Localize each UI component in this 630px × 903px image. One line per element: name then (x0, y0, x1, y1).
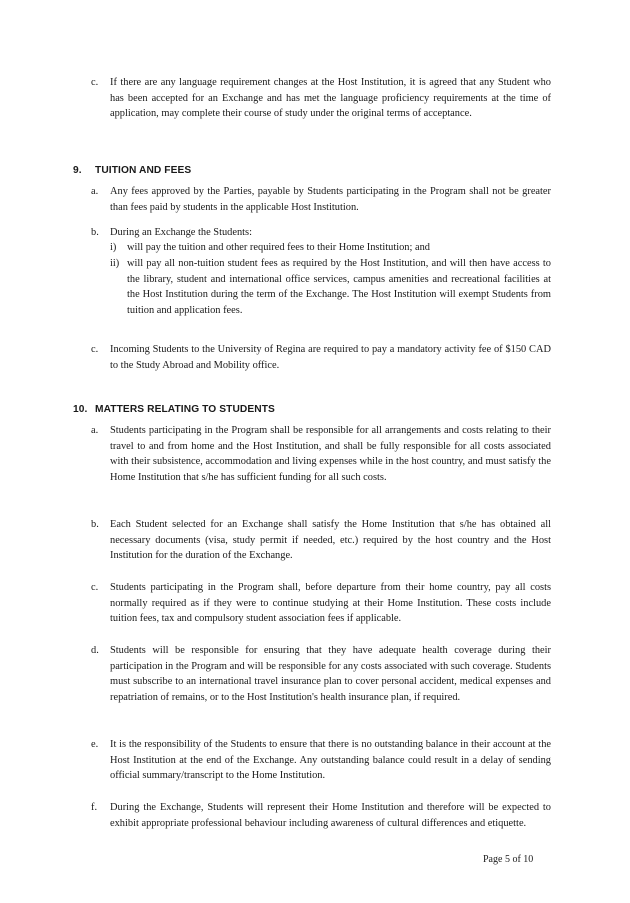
section-heading: MATTERS RELATING TO STUDENTS (95, 404, 275, 415)
subitem-label: ii) (110, 258, 120, 269)
item-text: Students participating in the Program shall be responsible for all arrangements and costs relating to their travel to and from home and the Host Institution, and shall be fully responsible for all costs associated with their subsistence, accommodation and living expenses while in the host country, and must satisfy the Home Institution that s/he has sufficient funding for all such costs. (110, 425, 551, 483)
item-text: Students participating in the Program shall, before departure from their home country, pay all costs normally required as if they were to continue studying at their Home Institution. These costs include tuition fees, tax and compulsory student association fees if applicable. (110, 582, 551, 624)
item-label: c. (91, 582, 99, 593)
item-label: c. (91, 77, 99, 88)
item-label: b. (91, 227, 99, 238)
item-text: Any fees approved by the Parties, payable by Students participating in the Program shall not be greater than fees paid by students in the applicable Host Institution. (110, 186, 551, 213)
item-label: d. (91, 645, 99, 656)
item-label: b. (91, 519, 99, 530)
section-number: 10. (73, 404, 88, 415)
subitem-label: i) (110, 242, 117, 253)
item-label: a. (91, 186, 99, 197)
item-text: Incoming Students to the University of Regina are required to pay a mandatory activity fee of $150 CAD to the Study Abroad and Mobility office. (110, 344, 551, 371)
item-label: c. (91, 344, 99, 355)
item-label: e. (91, 739, 99, 750)
subitem-text: will pay all non-tuition student fees as required by the Host Institution, and will then have access to the library, student and international office services, campus amenities and recreational facilities at the Host Institution during the term of the Exchange. The Host Institution will exempt Students from tuition and application fees. (127, 258, 551, 316)
item-text: Each Student selected for an Exchange shall satisfy the Home Institution that s/he has obtained all necessary documents (visa, study permit if needed, etc.) required by the host country and the Host Institution for the duration of the Exchange. (110, 519, 551, 561)
item-text: Students will be responsible for ensuring that they have adequate health coverage during their participation in the Program and will be responsible for any costs associated with such coverage. Students must subscribe to an international travel insurance plan to cover personal accident, medical expenses and repatriation of remains, or to the Host Institution's health insurance plan, if required. (110, 645, 551, 703)
item-text: It is the responsibility of the Students to ensure that there is no outstanding balance in their account at the Host Institution at the end of the Exchange. Any outstanding balance could result in a delay of sending official summary/transcript to the Home Institution. (110, 739, 551, 781)
item-text: During the Exchange, Students will represent their Home Institution and therefore will be expected to exhibit appropriate professional behaviour including awareness of cultural differences and etiquette. (110, 802, 551, 829)
item-label: f. (91, 802, 98, 813)
section-number: 9. (73, 165, 82, 176)
item-text: During an Exchange the Students: (110, 227, 252, 238)
page-number: Page 5 of 10 (483, 854, 534, 865)
section-heading: TUITION AND FEES (95, 165, 192, 176)
item-text: If there are any language requirement changes at the Host Institution, it is agreed that any Student who has been accepted for an Exchange and has met the language proficiency requirements at the time of application, may complete their course of study under the original terms of acceptance. (110, 77, 551, 119)
item-label: a. (91, 425, 99, 436)
subitem-text: will pay the tuition and other required fees to their Home Institution; and (127, 242, 430, 253)
